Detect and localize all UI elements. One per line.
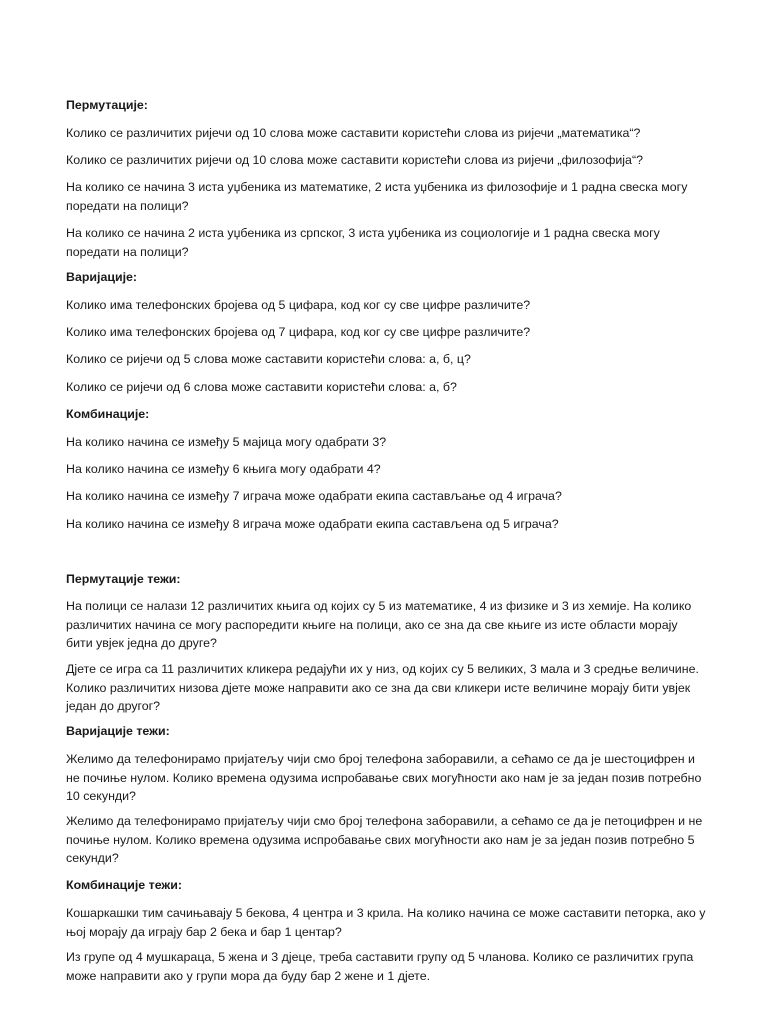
problem-item: Колико се ријечи од 5 слова може саставити користећи слова: а, б, ц?	[66, 352, 471, 366]
problem-item: Колико има телефонских бројева од 5 цифара, код ког су све цифре различите?	[66, 298, 531, 312]
section-heading-combinations-harder: Комбинације тежи:	[66, 878, 182, 892]
problem-item: Из групе од 4 мушкараца, 5 жена и 3 дјеце, треба саставити групу од 5 чланова. Колико се различитих група може направити ако у групи мора да буду бар 2 жене и 1 дјете.	[66, 950, 694, 983]
problem-item: На колико начина се између 8 играча може одабрати екипа састављена од 5 играча?	[66, 517, 559, 531]
problem-item: На колико се начина 3 иста уџбеника из математике, 2 иста уџбеника из филозофије и 1 радна свеска могу поредати на полици?	[66, 180, 688, 213]
section-heading-variations-harder: Варијације тежи:	[66, 724, 170, 738]
problem-item: На полици се налази 12 различитих књига од којих су 5 из математике, 4 из физике и 3 из хемије. На колико различитих начина се могу распоредити књиге на полици, ако се зна да све књиге из исте области морају бити увјек једна до друге?	[66, 599, 692, 650]
problem-item: На колико начина се између 6 књига могу одабрати 4?	[66, 462, 381, 476]
problem-item: Колико се различитих ријечи од 10 слова може саставити користећи слова из ријечи „математика“?	[66, 126, 641, 140]
section-heading-permutations: Пермутације:	[66, 98, 148, 112]
problem-item: Дјете се игра са 11 различитих кликера редајући их у низ, од којих су 5 великих, 3 мала и 3 средње величине. Колико различитих низова дјете може направити ако се зна да сви кликери исте величине морају бити увјек један до другог?	[66, 662, 699, 713]
problem-item: Колико се ријечи од 6 слова може саставити користећи слова: а, б?	[66, 380, 457, 394]
section-heading-permutations-harder: Пермутације тежи:	[66, 572, 181, 586]
section-heading-variations: Варијације:	[66, 270, 138, 284]
problem-item: Желимо да телефонирамо пријатељу чији смо број телефона заборавили, а сећамо се да је петоцифрен и не почиње нулом. Колико времена одузима испробавање свих могућности ако нам је за један позив потребно 5 секунди?	[66, 814, 703, 865]
problem-item: Колико има телефонских бројева од 7 цифара, код ког су све цифре различите?	[66, 325, 531, 339]
problem-item: На колико се начина 2 иста уџбеника из српског, 3 иста уџбеника из социологије и 1 радна свеска могу поредати на полици?	[66, 226, 660, 259]
problem-item: Колико се различитих ријечи од 10 слова може саставити користећи слова из ријечи „филозофија“?	[66, 153, 643, 167]
problem-item: Кошаркашки тим сачињавају 5 бекова, 4 центра и 3 крила. На колико начина се може саставити петорка, ако у њој морају да играју бар 2 бека и бар 1 центар?	[66, 906, 706, 939]
problem-item: Желимо да телефонирамо пријатељу чији смо број телефона заборавили, а сећамо се да је шестоцифрен и не почиње нулом. Колико времена одузима испробавање свих могућности ако нам је за један позив потребно 10 секунди?	[66, 752, 702, 803]
section-heading-combinations: Комбинације:	[66, 407, 150, 421]
problem-item: На колико начина се између 5 мајица могу одабрати 3?	[66, 435, 387, 449]
problem-item: На колико начина се између 7 играча може одабрати екипа састављање од 4 играча?	[66, 489, 562, 503]
